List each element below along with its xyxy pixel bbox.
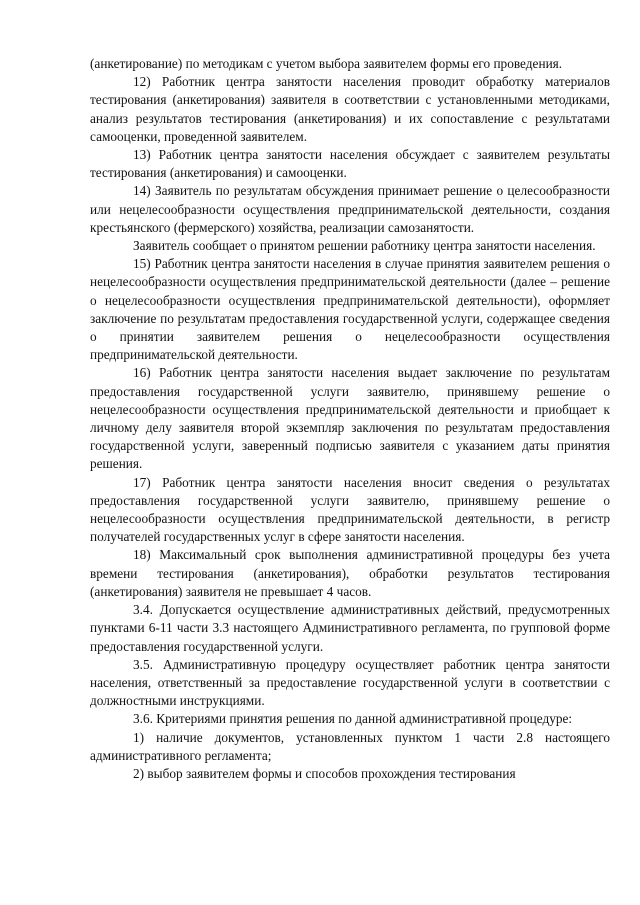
paragraph-item-13: 13) Работник центра занятости населения обсуждает с заявителем результаты тестирования (анкетирования) и самооценки. bbox=[90, 147, 610, 181]
paragraph-item-17: 17) Работник центра занятости населения вносит сведения о результатах предоставления государственной услуги заявителю, принявшему решение о нецелесообразности осуществления предпринимательской деятельности, в регистр получателей государственных услуг в сфере занятости населения. bbox=[90, 474, 610, 545]
paragraph-applicant-notice: Заявитель сообщает о принятом решении работнику центра занятости населения. bbox=[133, 238, 596, 254]
paragraph-criterion-2: 2) выбор заявителем формы и способов прохождения тестирования bbox=[133, 765, 516, 781]
paragraph-item-18: 18) Максимальный срок выполнения административной процедуры без учета времени тестирования (анкетирования), обработки результатов тестирования (анкетирования) заявителя не превышает 4 часов. bbox=[90, 547, 610, 599]
paragraph-section-3-6: 3.6. Критериями принятия решения по данной административной процедуре: bbox=[133, 711, 573, 727]
document-page bbox=[90, 55, 610, 783]
paragraph-item-14: 14) Заявитель по результатам обсуждения принимает решение о целесообразности или нецелесообразности осуществления предпринимательской деятельности, создания крестьянского (фермерского) хозяйства, реализации самозанятости. bbox=[90, 183, 610, 235]
paragraph-item-12: 12) Работник центра занятости населения проводит обработку материалов тестирования (анкетирования) заявителя в соответствии с установленными методиками, анализ результатов тестирования (анкетирования) и их сопоставление с результатами самооценки, проведенной заявителем. bbox=[90, 74, 610, 144]
paragraph-criterion-1: 1) наличие документов, установленных пунктом 1 части 2.8 настоящего административного регламента; bbox=[90, 729, 610, 763]
paragraph-section-3-4: 3.4. Допускается осуществление административных действий, предусмотренных пунктами 6-11 части 3.3 настоящего Административного регламента, по групповой форме предоставления государственной услуги. bbox=[90, 602, 610, 654]
paragraph-item-15: 15) Работник центра занятости населения в случае принятия заявителем решения о нецелесообразности осуществления предпринимательской деятельности (далее – решение о нецелесообразности осуществления предпринимательской деятельности), оформляет заключение по результатам предоставления государственной услуги, содержащее сведения о принятии заявителем решения о нецелесообразности осуществления предпринимательской деятельности. bbox=[90, 256, 610, 363]
paragraph-section-3-5: 3.5. Административную процедуру осуществляет работник центра занятости населения, ответственный за предоставление государственной услуги в соответствии с должностными инструкциями. bbox=[90, 656, 610, 709]
paragraph-item-16: 16) Работник центра занятости населения выдает заключение по результатам предоставления государственной услуги заявителю, принявшему решение о нецелесообразности осуществления предпринимательской деятельности и приобщает к личному делу заявителя второй экземпляр заключения по результатам предоставления государственной услуги, заверенный подписью заявителя с указанием даты принятия решения. bbox=[90, 365, 610, 472]
paragraph-continuation: (анкетирование) по методикам с учетом выбора заявителем формы его проведения. bbox=[90, 56, 563, 71]
